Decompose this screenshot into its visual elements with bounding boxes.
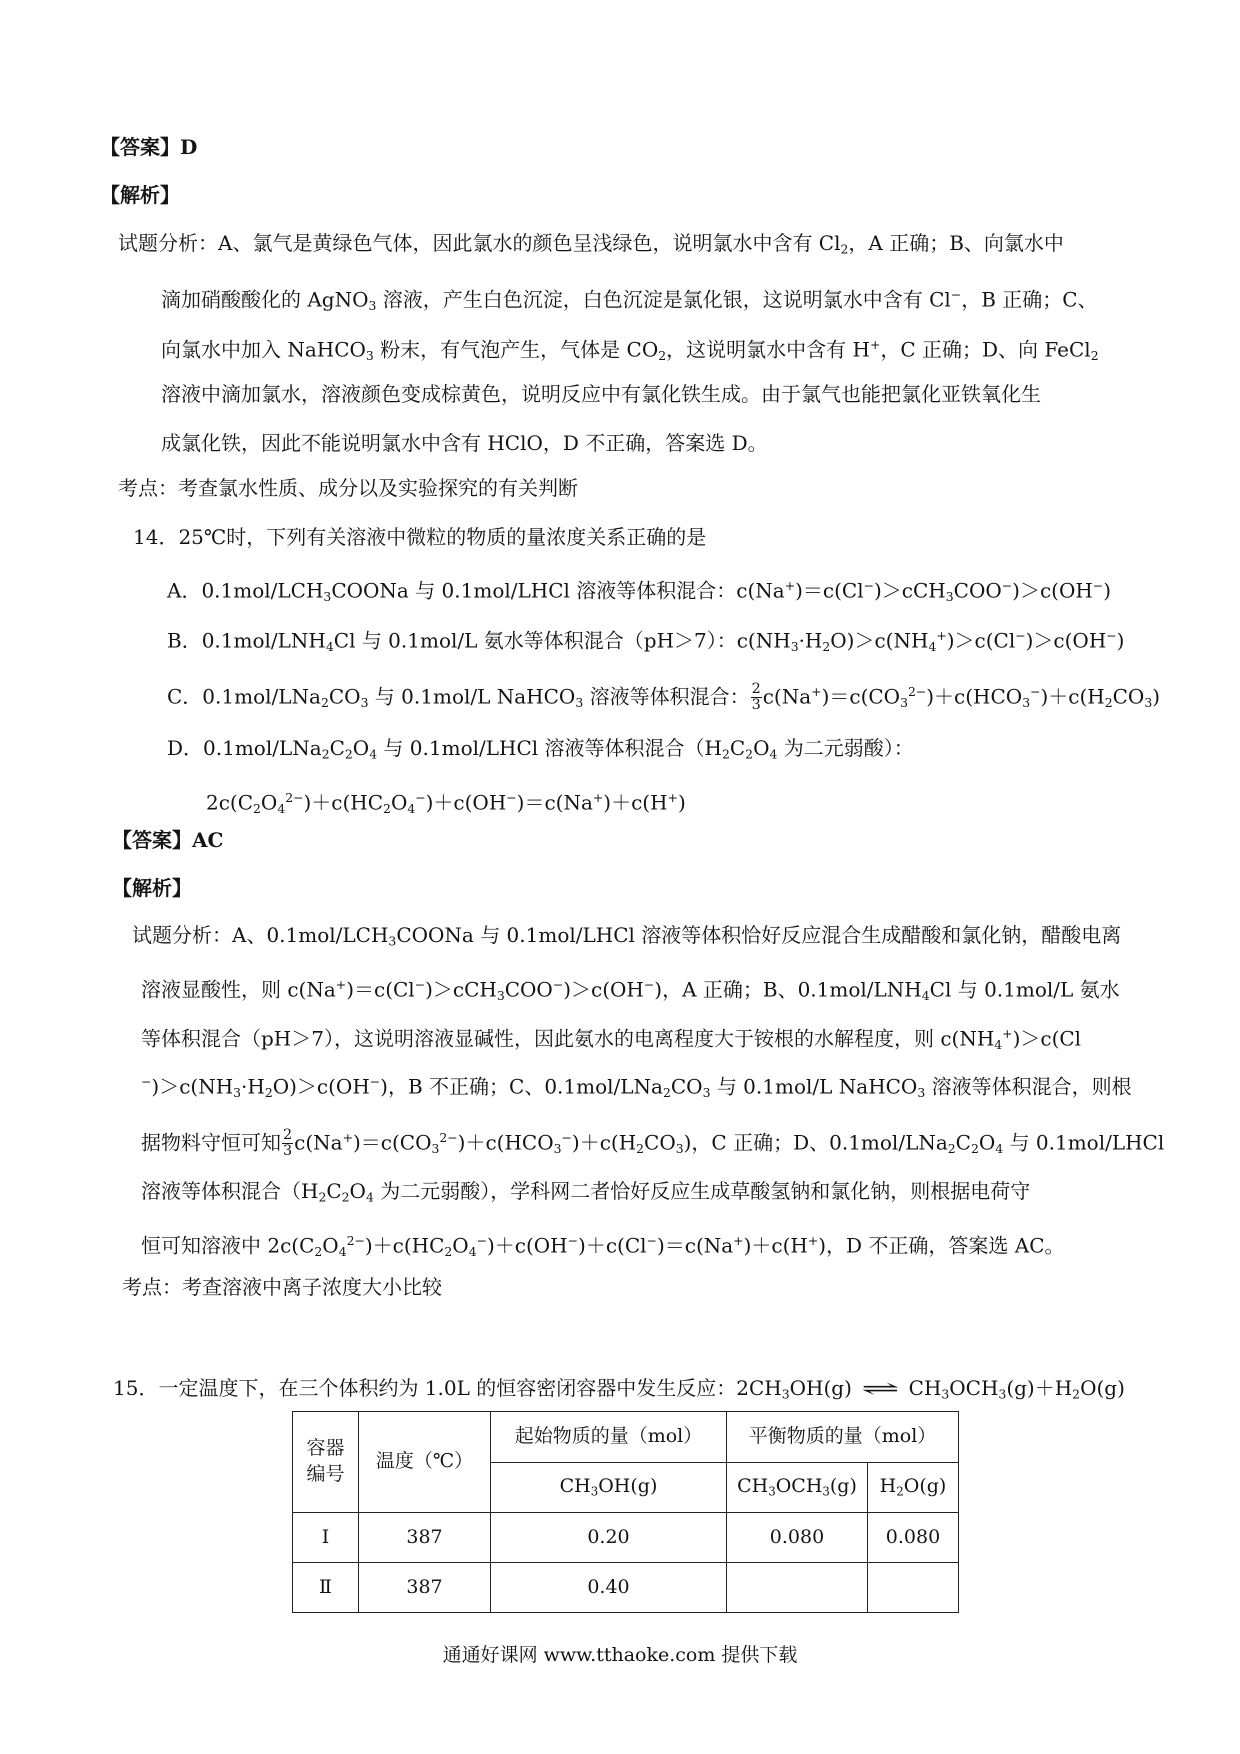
cell-container: Ⅱ — [293, 1563, 359, 1613]
text-segment: ·H — [798, 628, 823, 653]
subscript: 4 — [369, 746, 378, 762]
text-segment: 编号 — [306, 1463, 345, 1485]
text-segment: ) — [1103, 578, 1111, 603]
text-segment: )＋c(H — [1040, 684, 1105, 709]
superscript: − — [950, 287, 962, 302]
text-segment: O — [352, 736, 370, 760]
text-segment: OCH — [775, 1475, 823, 1498]
text-segment: ，A 正确；B、向氯水中 — [848, 231, 1064, 255]
superscript: − — [415, 790, 426, 805]
text-segment: )＋c(H — [571, 1130, 637, 1155]
text-segment: OH(g) — [598, 1475, 658, 1498]
superscript: − — [561, 1130, 572, 1145]
text-segment: C．0.1mol/LNa — [167, 684, 321, 709]
text-segment: 溶液等体积混合： — [583, 684, 750, 709]
subscript: 2 — [444, 1243, 453, 1259]
subscript: 4 — [928, 638, 937, 654]
subscript: 3 — [360, 694, 369, 710]
text-segment: COONa 与 0.1mol/LHCl 溶液等体积恰好反应混合生成醋酸和氯化钠，醋酸电离 — [396, 923, 1122, 947]
cell-initial-ch3oh: 0.40 — [491, 1563, 727, 1613]
q13-topic — [118, 478, 578, 498]
text-segment: CH — [908, 1376, 942, 1400]
text-segment: 为二元弱酸），学科网二者恰好反应生成草酸氢钠和氯化钠，则根据电荷守 — [373, 1179, 1031, 1203]
q13-analysis-line-1 — [118, 233, 1064, 259]
header-initial-amount — [491, 1412, 727, 1463]
fraction-denominator: 3 — [751, 697, 761, 714]
superscript: 2− — [907, 684, 927, 699]
subscript: 4 — [468, 1243, 477, 1259]
text-segment: 与 0.1mol/L NaHCO — [710, 1074, 918, 1099]
text-segment: 【解析】 — [100, 183, 180, 207]
text-segment: c(Na — [294, 1130, 343, 1155]
text-segment: OCH — [949, 1376, 999, 1400]
text-segment: 与 0.1mol/LHCl — [1003, 1130, 1165, 1155]
fraction — [751, 682, 762, 713]
text-segment: Cl 与 0.1mol/L 氨水 — [929, 977, 1120, 1002]
subscript: 3 — [917, 1084, 926, 1100]
subscript: 3 — [431, 1140, 440, 1156]
text-segment: )＋c(H — [603, 790, 668, 815]
superscript: + — [733, 1233, 744, 1248]
subscript: 3 — [590, 1484, 599, 1499]
text-segment: 成氯化铁，因此不能说明氯水中含有 HClO，D 不正确，答案选 D。 — [161, 431, 768, 455]
subscript: 3 — [945, 588, 954, 604]
text-segment: 容器 — [306, 1437, 345, 1460]
superscript: + — [342, 1130, 353, 1145]
text-segment: 溶液，产生白色沉淀，白色沉淀是氯化银，这说明氯水中含有 Cl — [376, 287, 951, 312]
text-segment: (g)＋H — [1006, 1376, 1073, 1400]
q14-analysis-line-3 — [141, 1024, 1081, 1055]
text-segment: 粉末，有气泡产生，气体是 CO — [373, 337, 659, 362]
text-segment: )＞c(OH — [563, 977, 644, 1002]
subscript: 2 — [314, 1243, 323, 1259]
text-segment: COO — [504, 977, 553, 1002]
superscript: − — [1015, 628, 1026, 643]
text-segment: B．0.1mol/LNH — [167, 628, 326, 653]
text-segment: 【解析】 — [112, 876, 192, 900]
superscript: − — [1001, 578, 1013, 593]
subscript: 2 — [896, 1484, 904, 1499]
subscript: 2 — [947, 1140, 956, 1156]
q14-analysis-line-7 — [141, 1231, 1065, 1262]
text-segment: 据物料守恒可知 — [141, 1130, 281, 1155]
text-segment: )＝c(Cl — [795, 578, 864, 603]
text-segment: 15．一定温度下，在三个体积约为 1.0L 的恒容密闭容器中发生反应：2CH — [113, 1376, 782, 1400]
subscript: 4 — [325, 638, 334, 654]
cell-eq-h2o — [868, 1563, 959, 1613]
q14-option-b — [167, 626, 1124, 657]
text-segment: ，C 正确；D、向 FeCl — [880, 337, 1091, 362]
fraction-numerator: 2 — [751, 681, 761, 698]
superscript: − — [506, 790, 517, 805]
subscript: 3 — [702, 1084, 711, 1100]
superscript: 2− — [439, 1130, 458, 1145]
subscript: 4 — [769, 746, 778, 762]
superscript: 2− — [346, 1233, 365, 1248]
superscript: − — [369, 1074, 381, 1089]
text-segment: )＝c(CO — [352, 1130, 432, 1155]
text-segment: )＋c(HCO — [457, 1130, 554, 1155]
subscript: 3 — [675, 1140, 684, 1156]
header-container-number — [293, 1412, 359, 1513]
text-segment: ，这说明氯水中含有 H — [666, 337, 870, 362]
subscript: 2 — [745, 746, 754, 762]
superscript: − — [141, 1074, 152, 1089]
q14-analysis-line-6 — [141, 1181, 1030, 1207]
text-segment: 温度（℃） — [375, 1450, 474, 1473]
text-segment: )＋c(HC — [364, 1233, 445, 1258]
header-ch3oh — [491, 1463, 727, 1513]
text-segment: C — [329, 736, 345, 760]
subscript: 4 — [995, 1140, 1004, 1156]
superscript: − — [1106, 628, 1117, 643]
header-h2o — [868, 1463, 959, 1513]
subscript: 2 — [840, 241, 849, 257]
subscript: 3 — [233, 1084, 242, 1100]
text-segment: 恒可知溶液中 2c(C — [141, 1233, 315, 1258]
text-segment: )＞c(Cl — [1012, 1026, 1082, 1051]
superscript: + — [1002, 1026, 1013, 1041]
superscript: + — [807, 1233, 819, 1248]
subscript: 3 — [1144, 694, 1153, 710]
subscript: 3 — [388, 933, 397, 949]
text-segment: )＋c(OH — [425, 790, 507, 815]
text-segment: )＋c(OH — [486, 1233, 568, 1258]
subscript: 4 — [277, 800, 286, 816]
text-segment: C — [326, 1179, 342, 1203]
subscript: 3 — [768, 1484, 776, 1499]
text-segment: O — [753, 736, 770, 760]
text-segment: )＝c(CO — [821, 684, 901, 709]
q14-option-a — [167, 576, 1111, 607]
subscript: 2 — [1090, 347, 1099, 363]
text-segment: 起始物质的量（mol） — [514, 1425, 703, 1448]
text-segment: 考点：考查溶液中离子浓度大小比较 — [122, 1275, 442, 1299]
text-segment: C — [955, 1130, 971, 1155]
subscript: 3 — [496, 987, 505, 1003]
subscript: 2 — [636, 1140, 645, 1156]
subscript: 3 — [822, 1484, 830, 1499]
subscript: 2 — [383, 800, 391, 816]
text-segment: O — [978, 1130, 996, 1155]
text-segment: )＞c(Cl — [946, 628, 1016, 653]
subscript: 2 — [1072, 1386, 1081, 1402]
cell-eq-ch3och3 — [727, 1563, 868, 1613]
superscript: − — [863, 578, 874, 593]
cell-initial-ch3oh: 0.20 — [491, 1513, 727, 1563]
cell-eq-h2o: 0.080 — [868, 1513, 959, 1563]
text-segment: 等体积混合（pH＞7），这说明溶液显碱性，因此氨水的电离程度大于铵根的水解程度，则 c(NH — [141, 1026, 995, 1051]
text-segment: 与 0.1mol/L NaHCO — [368, 684, 576, 709]
cell-temperature: 387 — [359, 1513, 491, 1563]
text-segment: O — [322, 1233, 339, 1258]
superscript: − — [552, 977, 564, 992]
subscript: 2 — [341, 1189, 350, 1205]
text-segment: )＋c(HC — [303, 790, 384, 815]
text-segment: 2c(C — [206, 790, 254, 815]
text-segment: D．0.1mol/LNa — [167, 736, 322, 760]
text-segment: ，B 正确；C、 — [961, 287, 1098, 312]
text-segment: O(g) — [903, 1475, 947, 1498]
q15-stem — [113, 1378, 1125, 1404]
subscript: 3 — [553, 1140, 562, 1156]
text-segment: CO — [670, 1074, 703, 1099]
text-segment: O — [452, 1233, 469, 1258]
subscript: 4 — [365, 1189, 374, 1205]
text-segment: 溶液等体积混合（H — [141, 1179, 319, 1203]
text-segment: )＝c(Na — [516, 790, 593, 815]
subscript: 2 — [320, 694, 329, 710]
text-segment: )，A 正确；B、0.1mol/LNH — [654, 977, 922, 1002]
superscript: − — [1030, 684, 1041, 699]
q14-analysis-line-5 — [141, 1128, 1164, 1160]
subscript: 2 — [721, 746, 730, 762]
subscript: 3 — [900, 694, 908, 710]
text-segment: 溶液等体积混合，则根 — [925, 1074, 1132, 1099]
text-segment: O(g) — [1080, 1376, 1125, 1400]
q14-analysis-line-1 — [132, 925, 1121, 951]
text-segment: )＞cCH — [874, 578, 946, 603]
text-segment: )＞c(OH — [1025, 628, 1107, 653]
subscript: 2 — [253, 800, 261, 816]
fraction-denominator: 3 — [283, 1143, 293, 1160]
subscript: 2 — [264, 1084, 273, 1100]
superscript: + — [869, 337, 881, 352]
text-segment: ·H — [241, 1074, 265, 1099]
text-segment: )，C 正确；D、0.1mol/LNa — [683, 1130, 948, 1155]
subscript: 3 — [1022, 694, 1031, 710]
subscript: 2 — [822, 638, 831, 654]
subscript: 2 — [662, 1084, 671, 1100]
text-segment: 通通好课网 www.tthaoke.com 提供下载 — [442, 1644, 798, 1666]
text-segment: 向氯水中加入 NaHCO — [161, 337, 366, 362]
q15-data-table — [292, 1411, 959, 1613]
q14-analysis-line-4 — [141, 1072, 1132, 1103]
q13-analysis-label — [100, 185, 180, 205]
text-segment: 14．25℃时，下列有关溶液中微粒的物质的量浓度关系正确的是 — [133, 525, 707, 549]
superscript: − — [476, 1233, 487, 1248]
q13-analysis-line-4 — [161, 384, 1041, 404]
subscript: 3 — [781, 1386, 790, 1402]
q13-analysis-line-2 — [161, 285, 1098, 316]
superscript: − — [567, 1233, 579, 1248]
subscript: 2 — [1104, 694, 1113, 710]
cell-container: Ⅰ — [293, 1513, 359, 1563]
text-segment: 平衡物质的量（mol） — [748, 1425, 937, 1448]
text-segment: COONa 与 0.1mol/LHCl 溶液等体积混合：c(Na — [331, 578, 785, 603]
text-segment: (g) — [829, 1475, 857, 1498]
text-segment: )＞c(OH — [1012, 578, 1093, 603]
text-segment: 为二元弱酸）： — [777, 736, 914, 760]
text-segment: )＋c(H — [743, 1233, 808, 1258]
subscript: 2 — [658, 347, 667, 363]
text-segment: H — [879, 1475, 897, 1498]
q13-analysis-line-3 — [161, 335, 1099, 366]
subscript: 3 — [941, 1386, 950, 1402]
superscript: + — [335, 977, 347, 992]
table-row — [293, 1563, 959, 1613]
subscript: 4 — [338, 1243, 347, 1259]
subscript: 2 — [344, 746, 353, 762]
text-segment: ) — [1152, 684, 1161, 709]
header-equilibrium-amount — [727, 1412, 959, 1463]
fraction-numerator: 2 — [283, 1127, 293, 1144]
q13-analysis-line-5 — [161, 433, 768, 453]
text-segment: Cl 与 0.1mol/L 氨水等体积混合（pH＞7）：c(NH — [333, 628, 791, 653]
text-segment: )，B 不正确；C、0.1mol/LNa — [380, 1074, 663, 1099]
text-segment: 与 0.1mol/LHCl 溶液等体积混合（H — [377, 736, 722, 760]
text-segment: O — [390, 790, 408, 815]
text-segment: 【答案】AC — [112, 828, 224, 852]
text-segment: )＞cCH — [425, 977, 497, 1002]
superscript: + — [936, 628, 947, 643]
header-temperature — [359, 1412, 491, 1513]
text-segment: 溶液中滴加氯水，溶液颜色变成棕黄色，说明反应中有氯化铁生成。由于氯气也能把氯化亚铁氧化生 — [161, 382, 1041, 406]
subscript: 2 — [318, 1189, 327, 1205]
q14-answer — [112, 830, 223, 850]
text-segment: CO — [1112, 684, 1145, 709]
superscript: + — [811, 684, 822, 699]
text-segment: )＝c(Cl — [346, 977, 415, 1002]
text-segment: O)＞c(NH — [830, 628, 929, 653]
superscript: − — [643, 977, 655, 992]
text-segment: O)＞c(OH — [272, 1074, 370, 1099]
superscript: 2− — [285, 790, 304, 805]
text-segment: CH — [559, 1475, 591, 1498]
q14-option-d-equation — [206, 788, 686, 819]
superscript: − — [1092, 578, 1104, 593]
subscript: 3 — [998, 1386, 1007, 1402]
subscript: 2 — [321, 746, 330, 762]
q14-topic — [122, 1277, 442, 1297]
subscript: 4 — [407, 800, 416, 816]
text-segment: CO — [328, 684, 361, 709]
subscript: 3 — [790, 638, 799, 654]
text-segment: ) — [677, 790, 686, 815]
q14-analysis-label — [112, 878, 192, 898]
superscript: − — [414, 977, 426, 992]
text-segment: )＋c(Cl — [578, 1233, 647, 1258]
superscript: + — [667, 790, 678, 805]
subscript: 2 — [970, 1140, 979, 1156]
subscript: 4 — [994, 1036, 1003, 1052]
cell-temperature: 387 — [359, 1563, 491, 1613]
text-segment: 试题分析：A、氯气是黄绿色气体，因此氯水的颜色呈浅绿色，说明氯水中含有 Cl — [118, 231, 841, 255]
fraction — [282, 1128, 293, 1159]
q14-option-c — [167, 682, 1160, 714]
q14-analysis-line-2 — [141, 975, 1120, 1006]
text-segment: )，D 不正确，答案选 AC。 — [818, 1233, 1065, 1258]
q14-option-d — [167, 738, 914, 764]
header-ch3och3 — [727, 1463, 868, 1513]
superscript: − — [646, 1233, 657, 1248]
text-segment: O — [349, 1179, 366, 1203]
superscript: + — [592, 790, 604, 805]
table-row — [293, 1513, 959, 1563]
text-segment: 试题分析：A、0.1mol/LCH — [132, 923, 389, 947]
text-segment: COO — [953, 578, 1002, 603]
text-segment: )＝c(Na — [656, 1233, 734, 1258]
text-segment: c(Na — [762, 684, 812, 709]
text-segment: )＞c(NH — [151, 1074, 234, 1099]
text-segment: O — [260, 790, 278, 815]
reversible-arrow: ⇌ — [860, 1376, 900, 1400]
text-segment: CH — [737, 1475, 769, 1498]
table-header-row — [293, 1412, 959, 1463]
text-segment: 考点：考查氯水性质、成分以及实验探究的有关判断 — [118, 476, 578, 500]
text-segment: 【答案】D — [100, 135, 198, 159]
text-segment: CO — [644, 1130, 676, 1155]
superscript: + — [784, 578, 796, 593]
text-segment: 滴加硝酸酸化的 AgNO — [161, 287, 369, 312]
subscript: 4 — [921, 987, 930, 1003]
text-segment: )＋c(HCO — [926, 684, 1023, 709]
q14-stem — [133, 527, 706, 547]
page-footer — [0, 1640, 1240, 1667]
text-segment: ) — [1116, 628, 1125, 653]
text-segment: OH(g) — [789, 1376, 852, 1400]
subscript: 3 — [368, 297, 377, 313]
text-segment: C — [729, 736, 746, 760]
text-segment: A．0.1mol/LCH — [167, 578, 324, 603]
subscript: 3 — [575, 694, 584, 710]
subscript: 3 — [323, 588, 332, 604]
text-segment: 溶液显酸性，则 c(Na — [141, 977, 336, 1002]
subscript: 3 — [365, 347, 374, 363]
q13-answer — [100, 137, 197, 157]
cell-eq-ch3och3: 0.080 — [727, 1513, 868, 1563]
